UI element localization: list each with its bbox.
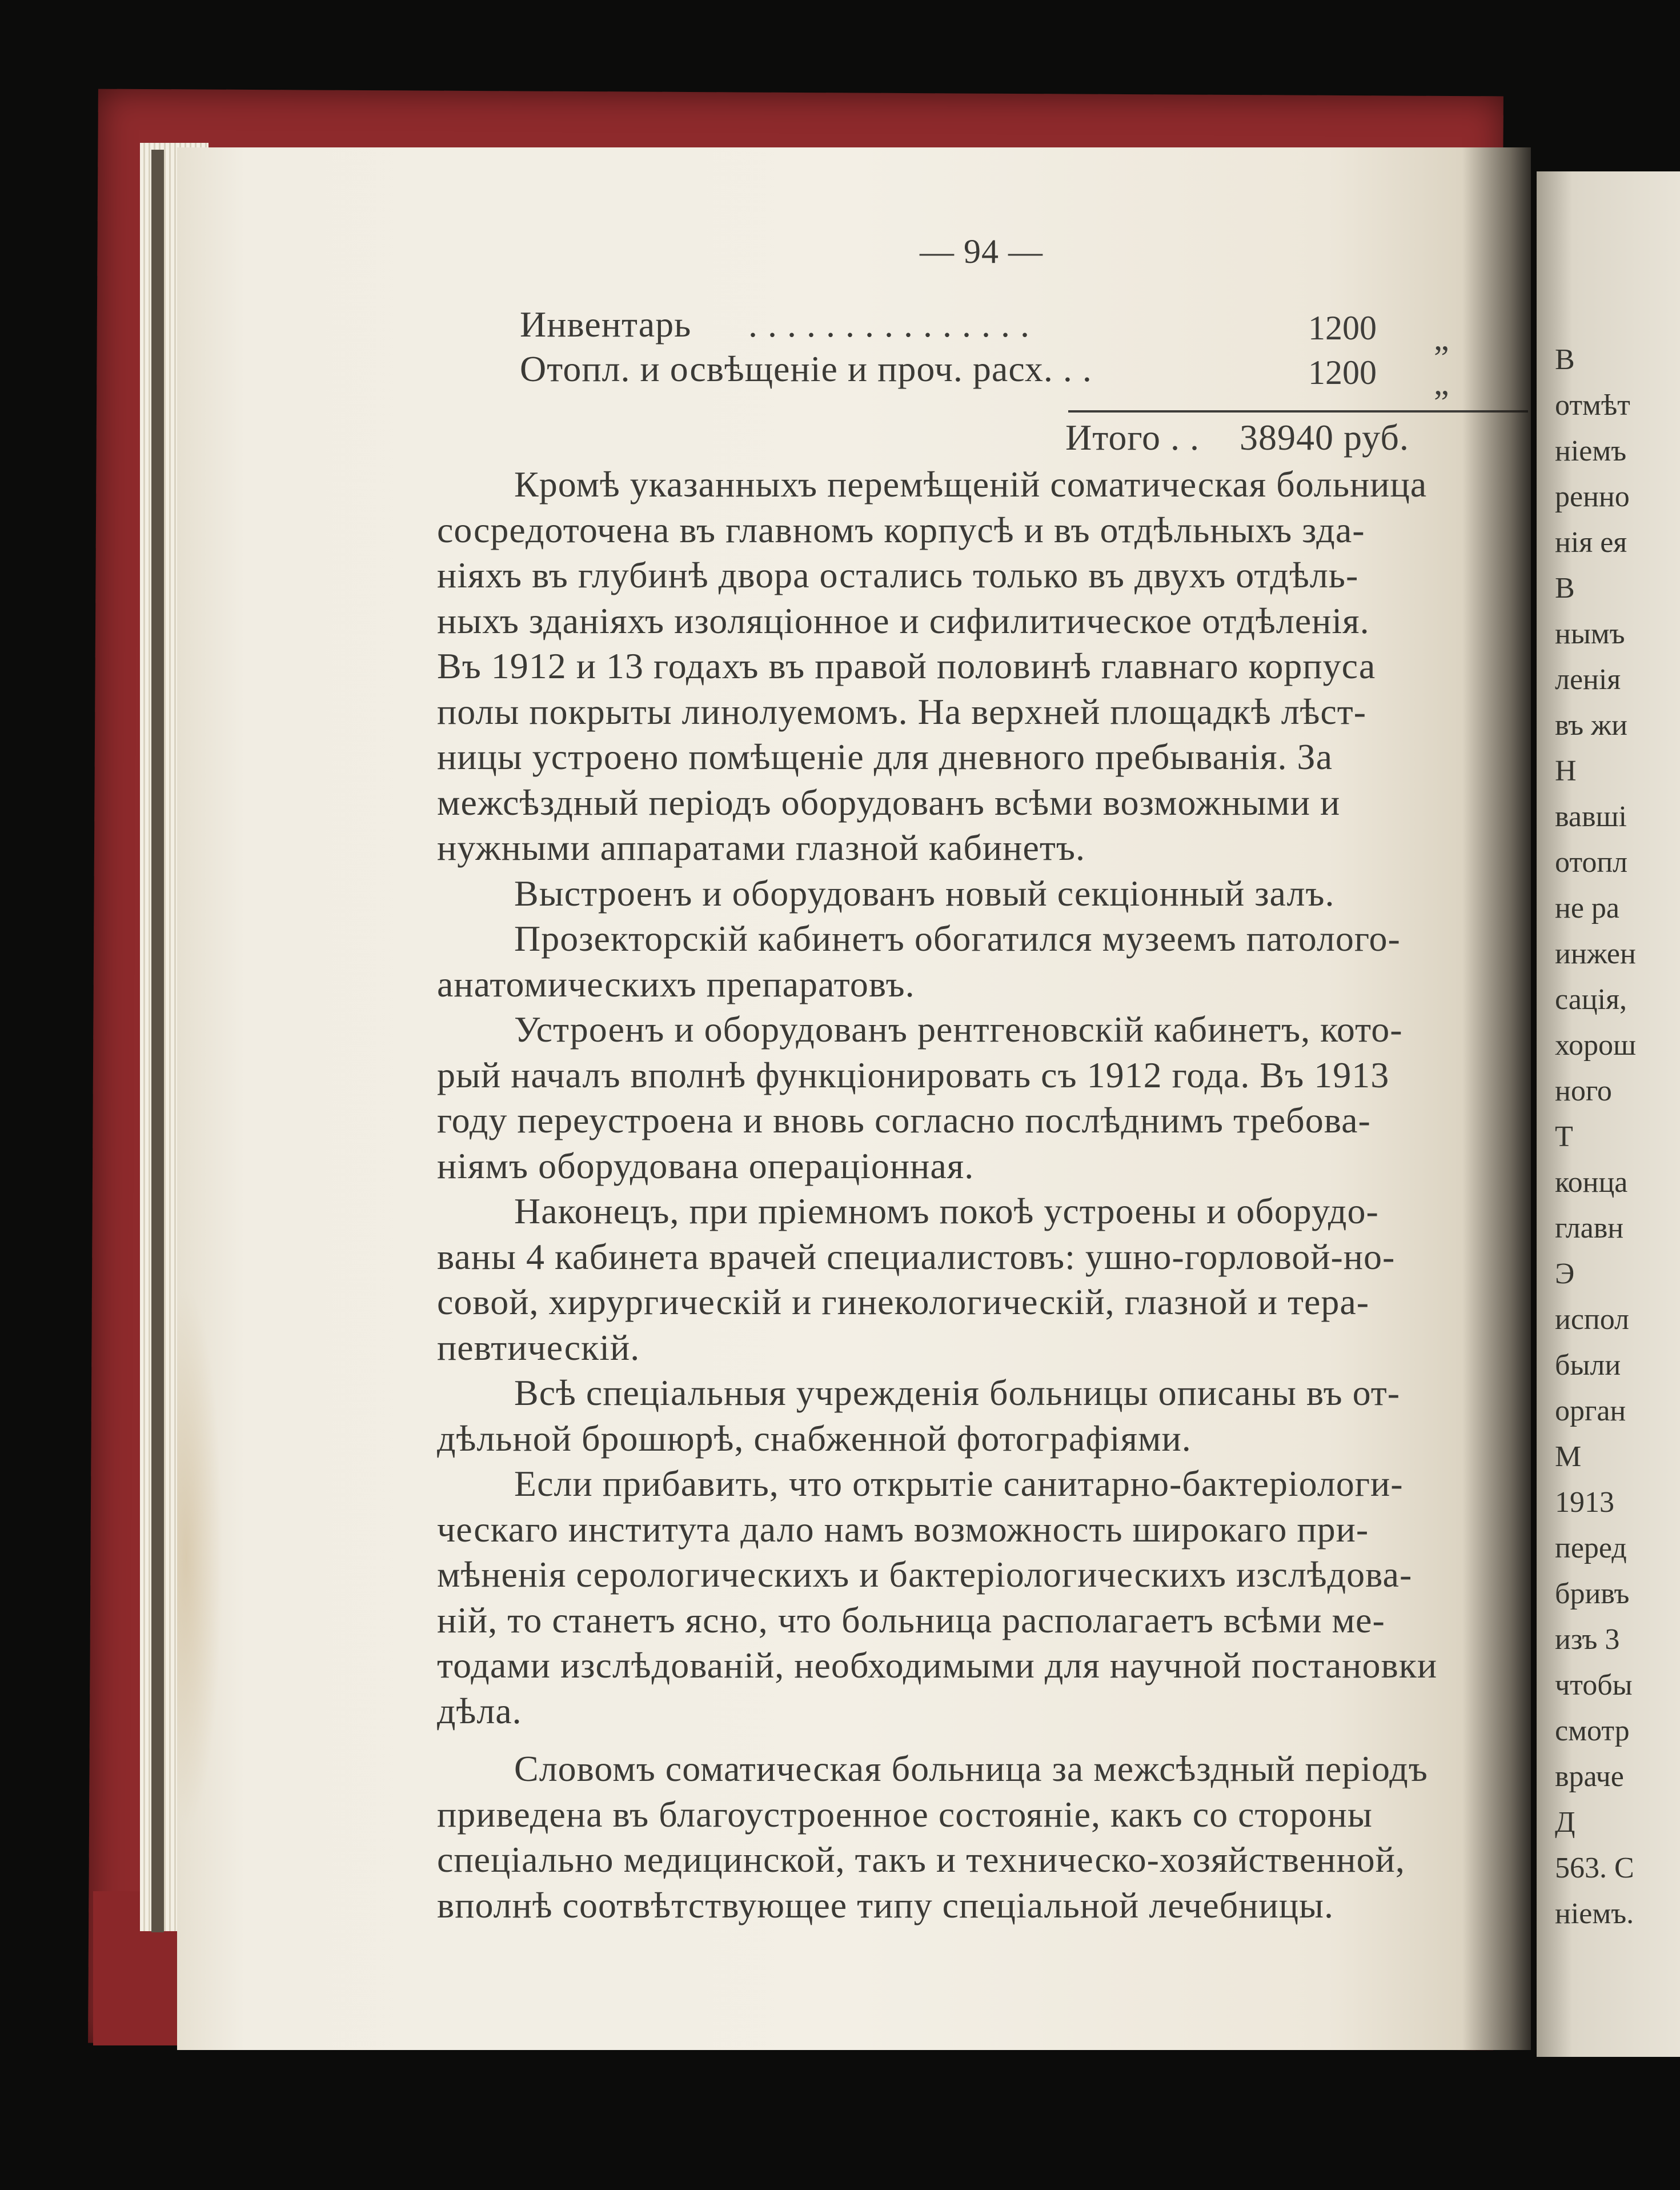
body-line: совой, хирургическій и гинекологическій, глазной и тера- [437, 1282, 1370, 1322]
body-line: дѣла. [437, 1690, 522, 1731]
body-line: ваны 4 кабинета врачей специалистовъ: ушно-горловой-но- [437, 1236, 1396, 1277]
right-page-line: ленія [1555, 663, 1621, 696]
right-page-line: не ра [1555, 892, 1619, 924]
right-page-line: ного [1555, 1075, 1612, 1107]
budget-row-label: Отопл. и освѣщеніе и проч. расх. . . [520, 349, 1092, 389]
right-page-line: испол [1555, 1303, 1629, 1336]
body-line: мѣненія серологическихъ и бактеріологическихъ изслѣдова- [437, 1554, 1413, 1595]
right-page-line: М [1555, 1440, 1582, 1473]
right-page-line: враче [1555, 1760, 1624, 1793]
body-line: году переустроена и вновь согласно послѣднимъ требова- [437, 1100, 1371, 1140]
total-rule [1068, 410, 1528, 413]
right-page-line: смотр [1555, 1715, 1630, 1747]
body-line: спеціально медицинской, такъ и техническо-хозяйственной, [437, 1839, 1405, 1880]
body-line: Кромѣ указанныхъ перемѣщеній соматическая больница [514, 464, 1428, 505]
body-line: приведена въ благоустроенное состояніе, какъ со стороны [437, 1793, 1373, 1835]
right-page-line: главн [1555, 1212, 1624, 1244]
right-page-line: В [1555, 572, 1575, 604]
body-line: Наконецъ, при пріемномъ покоѣ устроены и оборудо- [514, 1191, 1379, 1231]
right-page-fragment [1537, 171, 1680, 2057]
budget-row-ditto: „ [1434, 364, 1449, 402]
body-line: Прозекторскій кабинетъ обогатился музеемъ патолого- [514, 918, 1401, 959]
body-line: певтическій. [437, 1327, 640, 1368]
right-page-line: ніемъ [1555, 435, 1627, 467]
right-page-line: бривъ [1555, 1578, 1630, 1610]
right-page-line: перед [1555, 1532, 1627, 1564]
right-page-line: въ жи [1555, 709, 1627, 742]
body-line: ницы устроено помѣщеніе для дневного пребыванія. За [437, 736, 1333, 777]
budget-row-amount: 1200 [1308, 309, 1377, 347]
right-page-line: были [1555, 1349, 1621, 1382]
page-number: — 94 — [920, 233, 1043, 270]
budget-row-label: Инвентарь [520, 304, 692, 345]
body-line: вполнѣ соотвѣтствующее типу спеціальной лечебницы. [437, 1884, 1334, 1925]
right-page-line: 563. С [1555, 1852, 1634, 1884]
body-line: Если прибавить, что открытіе санитарно-бактеріологи- [514, 1463, 1404, 1504]
right-page-line: орган [1555, 1395, 1626, 1427]
right-page-line: Э [1555, 1258, 1575, 1290]
body-line: ній, то станетъ ясно, что больница располагаетъ всѣми ме- [437, 1599, 1385, 1640]
right-page-line: нія ея [1555, 526, 1627, 559]
right-page-line: Д [1555, 1806, 1575, 1839]
right-page-line: изъ 3 [1555, 1623, 1620, 1656]
budget-row-amount: 1200 [1308, 354, 1377, 391]
budget-row-ditto: „ [1434, 319, 1449, 357]
body-line: анатомическихъ препаратовъ. [437, 963, 915, 1004]
right-page-line: отопл [1555, 846, 1628, 879]
right-page-line: 1913 [1555, 1486, 1614, 1519]
right-page-line: хорош [1555, 1029, 1637, 1062]
right-page-line: конца [1555, 1166, 1628, 1199]
right-page-line: Н [1555, 755, 1577, 787]
body-line: нужными аппаратами глазной кабинетъ. [437, 827, 1085, 868]
right-page-line: инжен [1555, 938, 1636, 970]
body-line: ныхъ зданіяхъ изоляціонное и сифилитическое отдѣленія. [437, 600, 1370, 641]
total-label: Итого . . [1065, 417, 1200, 458]
right-page-line: отмѣт [1555, 389, 1630, 422]
body-line: тодами изслѣдованій, необходимыми для научной постановки [437, 1645, 1438, 1685]
body-line: ніямъ оборудована операціонная. [437, 1145, 975, 1186]
right-page-line: ніемъ. [1555, 1897, 1634, 1930]
right-page-line: вавші [1555, 800, 1627, 833]
body-line: Устроенъ и оборудованъ рентгеновскій кабинетъ, кото- [514, 1009, 1403, 1050]
page-gutter-shadow [1462, 147, 1531, 2050]
body-line: ческаго института дало намъ возможность широкаго при- [437, 1508, 1369, 1550]
body-line: рый началъ вполнѣ функціонировать съ 1912 года. Въ 1913 [437, 1054, 1390, 1095]
right-page-line: Т [1555, 1120, 1573, 1153]
right-page-line: сація, [1555, 983, 1627, 1016]
body-line: Выстроенъ и оборудованъ новый секціонный залъ. [514, 872, 1335, 914]
body-line: сосредоточена въ главномъ корпусѣ и въ отдѣльныхъ зда- [437, 509, 1365, 550]
page-stack-shadow [151, 150, 164, 1932]
body-line: ніяхъ въ глубинѣ двора остались только въ двухъ отдѣль- [437, 555, 1359, 595]
body-line: межсѣздный періодъ оборудованъ всѣми возможными и [437, 782, 1341, 823]
right-page-line: чтобы [1555, 1669, 1633, 1701]
right-page-line: В [1555, 343, 1575, 376]
right-page-line: нымъ [1555, 618, 1625, 650]
budget-row-leaders: . . . . . . . . . . . . . . . [748, 304, 1030, 345]
body-line: Въ 1912 и 13 годахъ въ правой половинѣ главнаго корпуса [437, 646, 1376, 686]
body-line: Словомъ соматическая больница за межсѣздный періодъ [514, 1748, 1428, 1789]
total-amount: 38940 руб. [1240, 417, 1409, 458]
left-page [177, 147, 1531, 2050]
body-line: Всѣ спеціальныя учрежденія больницы описаны въ от- [514, 1372, 1401, 1413]
body-line: дѣльной брошюрѣ, снабженной фотографіями. [437, 1418, 1192, 1459]
body-line: полы покрыты линолуемомъ. На верхней площадкѣ лѣст- [437, 691, 1367, 732]
page-stain [177, 1286, 223, 1828]
right-page-line: ренно [1555, 481, 1630, 513]
